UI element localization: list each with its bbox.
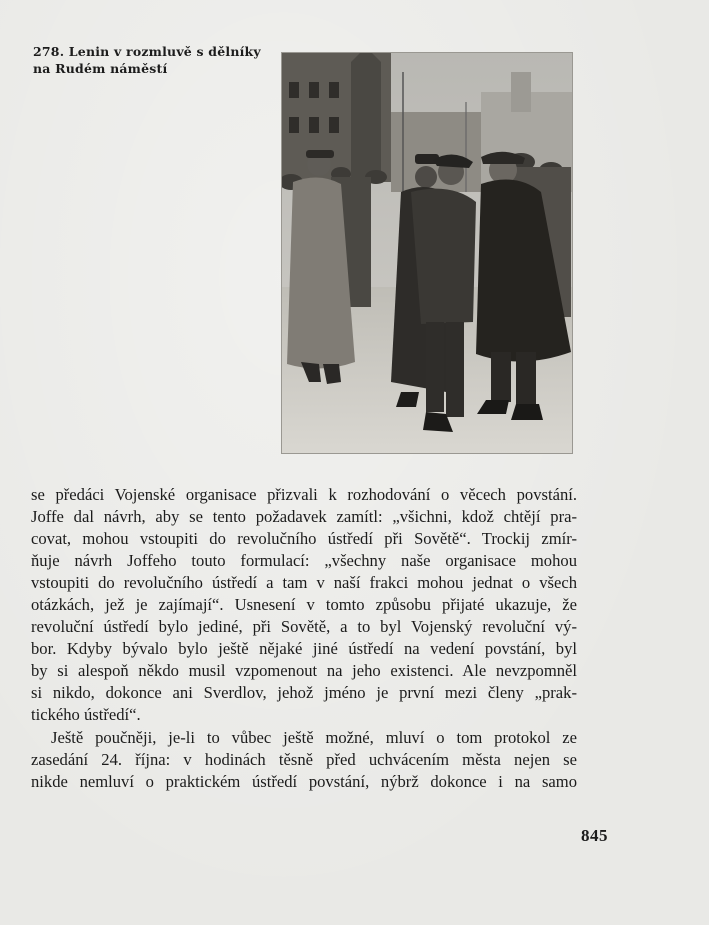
text-line: vstoupiti do revolučního ústředí a tam v naší frakci mohou jednat o všech <box>31 573 577 593</box>
caption-line-1: 278. Lenin v rozmluvě s dělníky <box>33 44 261 59</box>
text-line: bor. Kdyby bývalo bylo ještě nějaké jiné ústředí na vedení povstání, byl <box>31 639 577 659</box>
body-text <box>31 484 577 793</box>
text-line: zasedání 24. října: v hodinách těsně před uchvácením města nejen se <box>31 749 577 769</box>
text-line: tického ústředí“. <box>31 705 141 725</box>
text-line: Ještě poučněji, je-li to vůbec ještě možné, mluví o tom protokol ze <box>51 727 577 747</box>
text-line: si nikdo, dokonce ani Sverdlov, jehož jméno je první mezi členy „prak- <box>31 683 577 703</box>
text-line: otázkách, jež je zajímají“. Usnesení v tomto způsobu přijaté ukazuje, že <box>31 595 577 615</box>
text-line: ňuje návrh Joffeho touto formulací: „všechny naše organisace mohou <box>31 551 577 571</box>
text-line: se předáci Vojenské organisace přizvali k rozhodování o věcech povstání. <box>31 485 577 504</box>
historical-photo <box>281 52 573 454</box>
text-line: nikde nemluví o praktickém ústředí povstání, nýbrž dokonce i na samo <box>31 771 577 791</box>
text-line: revoluční ústředí bylo jediné, při Sovětě, a to byl Vojenský revoluční vý- <box>31 617 577 637</box>
text-line: Joffe dal návrh, aby se tento požadavek zamítl: „všichni, kdož chtějí pra- <box>31 507 577 527</box>
photo-illustration <box>281 52 573 454</box>
page-number: 845 <box>581 826 608 845</box>
text-line: by si alespoň někdo musil vzpomenout na jeho existenci. Ale nevzpomněl <box>31 661 577 681</box>
text-line: covat, mohou vstoupiti do revolučního ústředí při Sovětě“. Trockij zmír- <box>31 529 577 549</box>
figure-caption <box>33 44 273 77</box>
caption-line-2: na Rudém náměstí <box>33 60 168 76</box>
